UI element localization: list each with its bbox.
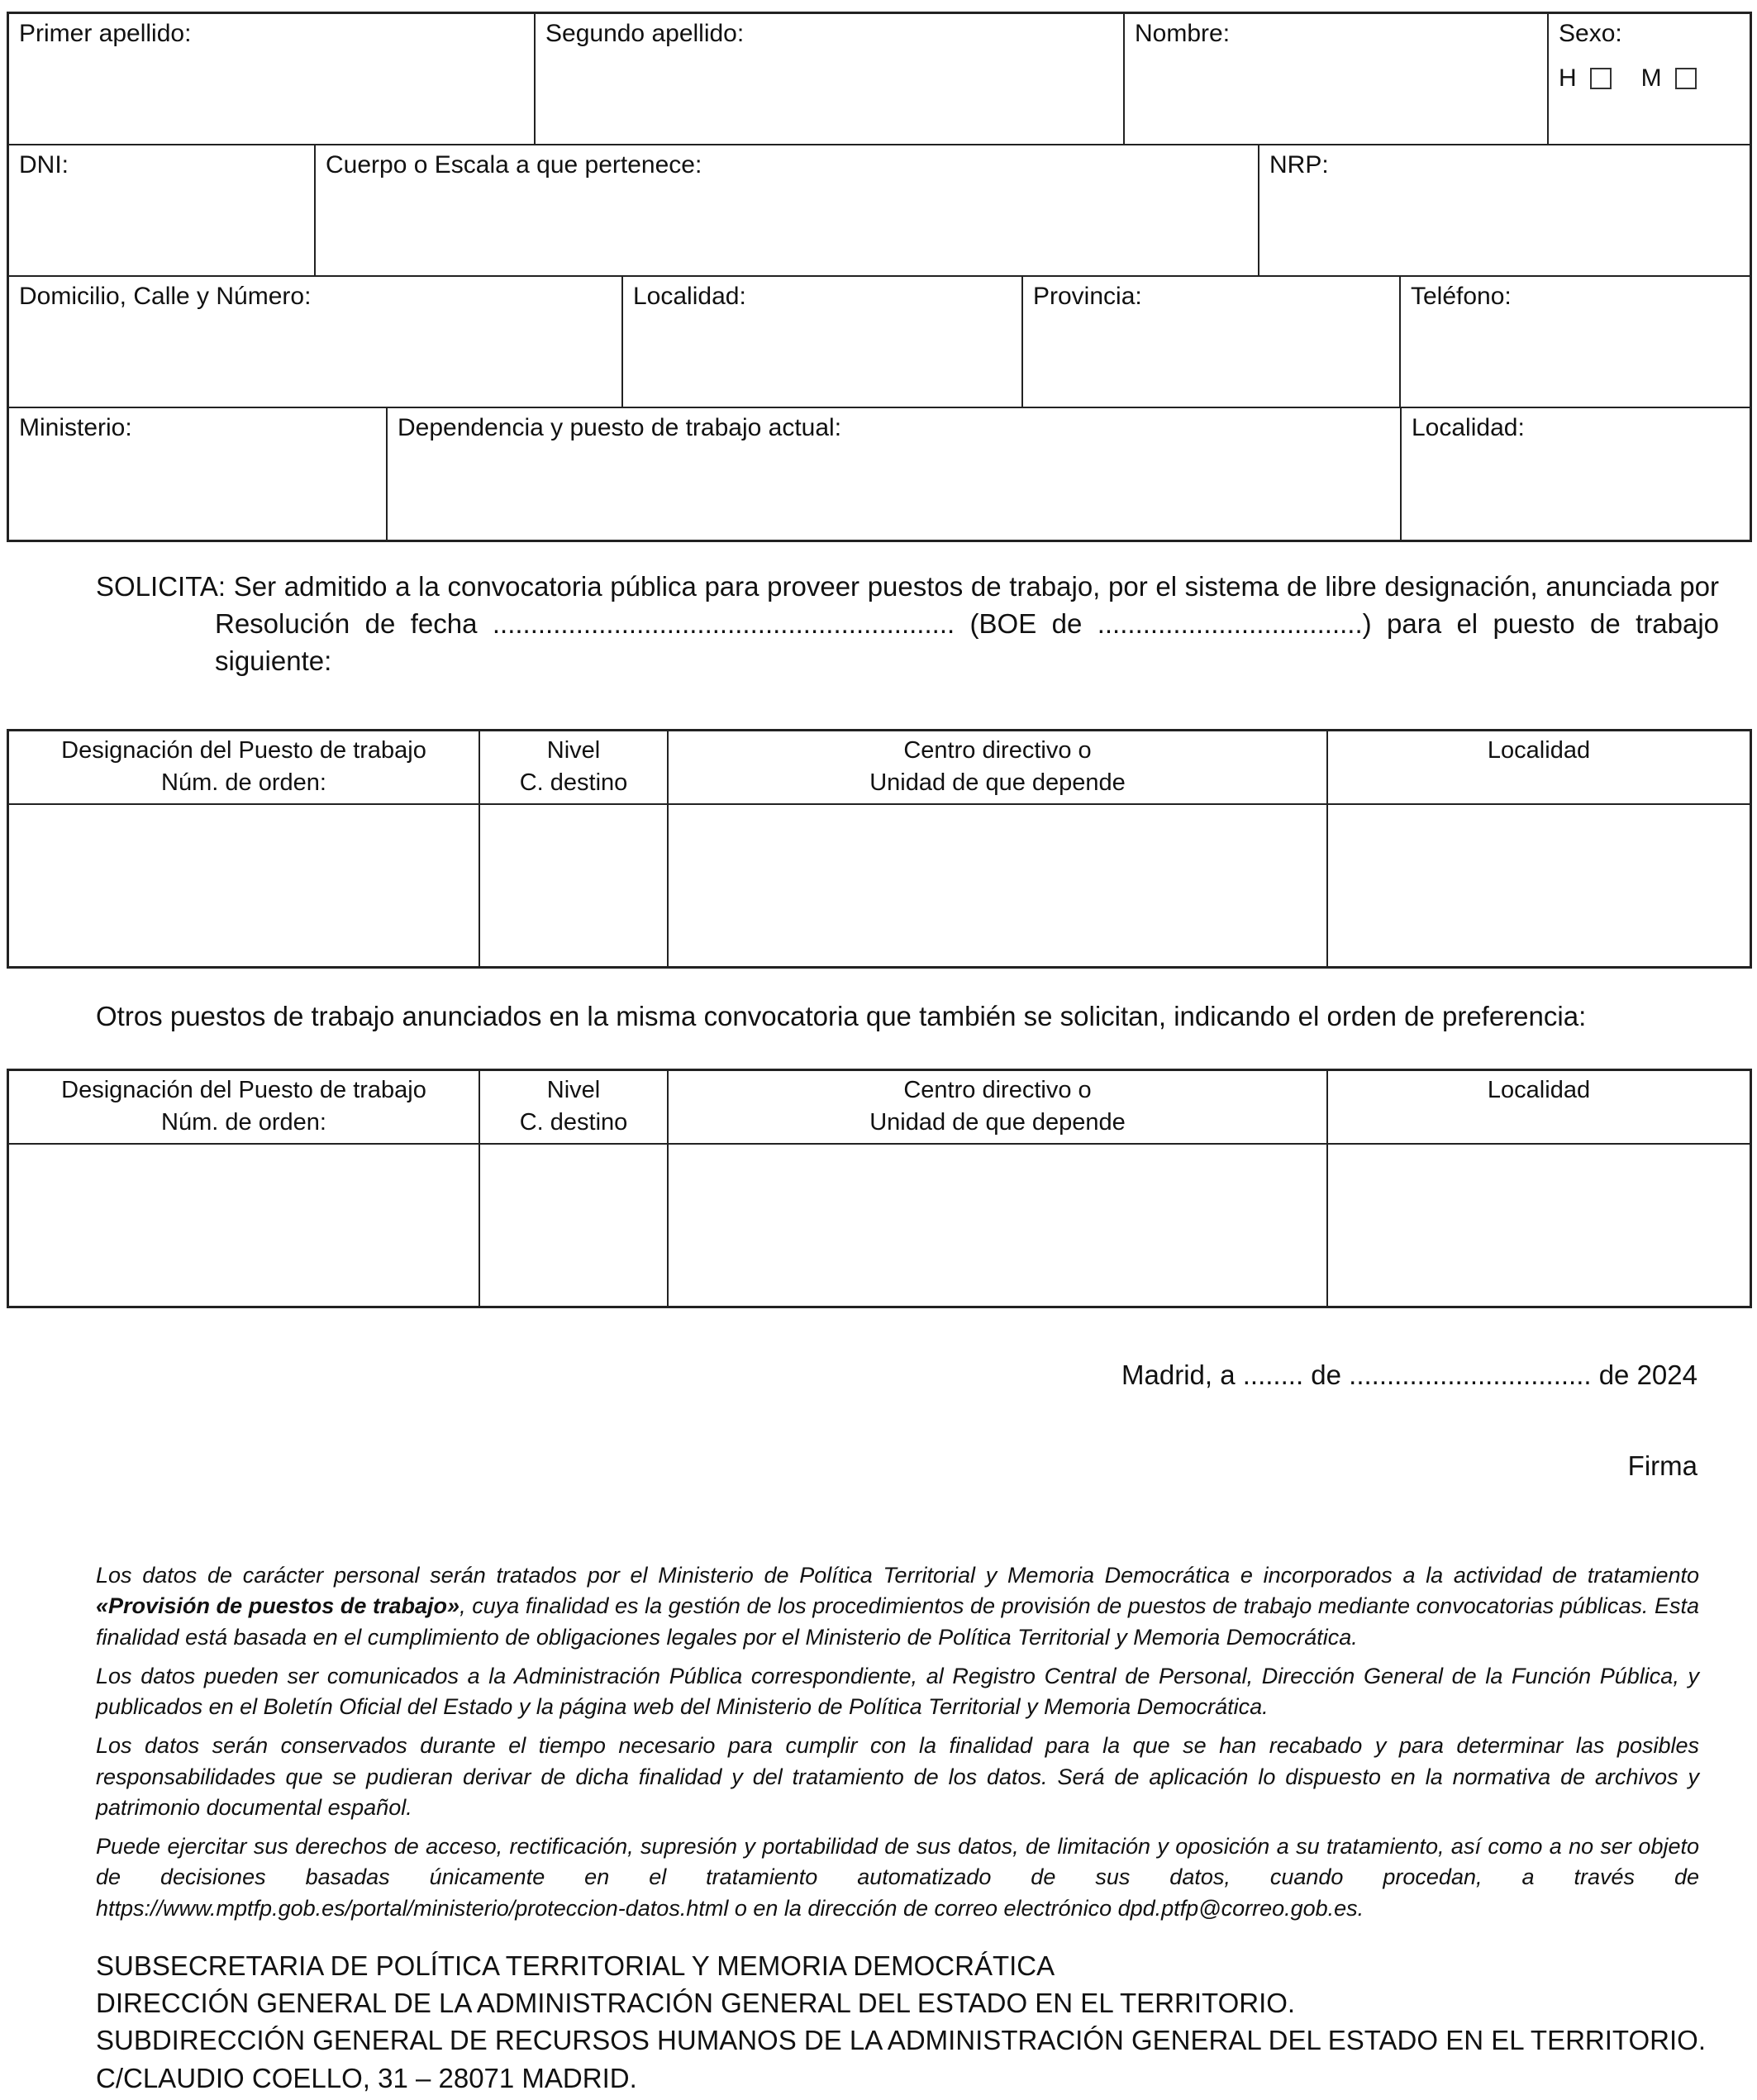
provincia-cell <box>1023 277 1401 407</box>
header-centro-line1: Centro directivo o <box>903 737 1092 764</box>
nrp-input[interactable] <box>1269 188 1743 217</box>
header-localidad <box>1328 731 1750 803</box>
header-designacion-line2: Núm. de orden: <box>161 1109 326 1136</box>
primer-apellido-input[interactable] <box>19 57 527 85</box>
header-nivel <box>480 731 669 803</box>
sexo-label: Sexo: <box>1559 20 1622 47</box>
dependencia-input[interactable] <box>398 451 1393 479</box>
legal-paragraph-4: Puede ejercitar sus derechos de acceso, rectificación, supresión y portabilidad de sus datos, de limitación y oposición a su tratamiento, así como a no ser objeto de decisiones basadas únicamente en el tratamiento automatizado de sus datos, cuando procedan, a través de https://www.mptfp.gob.es/portal/ministerio/proteccion-datos.html o en la dirección de correo electrónico dpd.ptfp@correo.gob.es. <box>96 1834 1699 1921</box>
nrp-cell <box>1259 145 1750 275</box>
nivel-field[interactable] <box>480 1145 669 1306</box>
localidad-field[interactable] <box>1328 805 1750 966</box>
cuerpo-input[interactable] <box>326 188 1251 217</box>
form-row-names <box>9 14 1750 145</box>
header-localidad-line1: Localidad <box>1487 1077 1591 1103</box>
nombre-input[interactable] <box>1135 57 1540 85</box>
personal-data-form <box>7 12 1752 542</box>
legal-p1-end: , cuya finalidad es la gestión de los procedimientos de provisión de puestos de trabajo mediante convocatorias públicas. Esta finalidad está basada en el cumplimiento de obligaciones legales por el Ministerio de Política Territorial y Memoria Democrática. <box>96 1593 1699 1650</box>
ministerio-label: Ministerio: <box>19 414 132 441</box>
header-designacion-line1: Designación del Puesto de trabajo <box>61 1077 426 1103</box>
dependencia-cell <box>388 408 1402 540</box>
nombre-cell <box>1125 14 1549 144</box>
address-line-3: SUBDIRECCIÓN GENERAL DE RECURSOS HUMANOS DE LA ADMINISTRACIÓN GENERAL DEL ESTADO EN EL TERRITORIO. <box>96 2025 1706 2056</box>
puesto-table-header <box>9 731 1750 805</box>
segundo-apellido-cell <box>536 14 1125 144</box>
domicilio-label: Domicilio, Calle y Número: <box>19 283 312 310</box>
primer-apellido-label: Primer apellido: <box>19 20 192 47</box>
form-row-work <box>9 408 1750 540</box>
puesto-table-row <box>9 805 1750 966</box>
header-nivel-line1: Nivel <box>546 1077 601 1103</box>
header-centro-line2: Unidad de que depende <box>869 1109 1126 1136</box>
telefono-input[interactable] <box>1411 320 1743 348</box>
designacion-field[interactable] <box>9 1145 480 1306</box>
telefono-cell <box>1401 277 1750 407</box>
form-row-address <box>9 277 1750 408</box>
dependencia-label: Dependencia y puesto de trabajo actual: <box>398 414 842 441</box>
puesto-table-others <box>7 1069 1752 1308</box>
address-line-2: DIRECCIÓN GENERAL DE LA ADMINISTRACIÓN GENERAL DEL ESTADO EN EL TERRITORIO. <box>96 1988 1296 2019</box>
firma-label: Firma <box>1627 1450 1697 1481</box>
header-nivel <box>480 1071 669 1143</box>
address-line-1: SUBSECRETARIA DE POLÍTICA TERRITORIAL Y MEMORIA DEMOCRÁTICA <box>96 1950 1055 1981</box>
centro-field[interactable] <box>669 1145 1328 1306</box>
header-nivel-line1: Nivel <box>546 737 601 764</box>
dni-cell <box>9 145 316 275</box>
header-centro <box>669 731 1328 803</box>
localidad-label: Localidad: <box>633 283 746 310</box>
provincia-label: Provincia: <box>1033 283 1142 310</box>
header-centro-line2: Unidad de que depende <box>869 769 1126 797</box>
header-designacion <box>9 731 480 803</box>
otros-puestos-text: Otros puestos de trabajo anunciados en la misma convocatoria que también se solicitan, indicando el orden de preferencia: <box>96 1001 1587 1031</box>
localidad-trabajo-input[interactable] <box>1412 451 1743 479</box>
provincia-input[interactable] <box>1033 320 1393 348</box>
segundo-apellido-label: Segundo apellido: <box>545 20 745 47</box>
header-localidad <box>1328 1071 1750 1143</box>
header-nivel-line2: C. destino <box>519 769 628 797</box>
designacion-field[interactable] <box>9 805 480 966</box>
legal-p1-bold: «Provisión de puestos de trabajo» <box>96 1593 460 1619</box>
form-row-id <box>9 145 1750 277</box>
centro-field[interactable] <box>669 805 1328 966</box>
ministerio-input[interactable] <box>19 451 379 479</box>
data-protection-notice <box>96 1560 1699 1932</box>
header-designacion-line2: Núm. de orden: <box>161 769 326 797</box>
sexo-h-option[interactable] <box>1559 64 1612 93</box>
legal-paragraph-2: Los datos pueden ser comunicados a la Administración Pública correspondiente, al Registro Central de Personal, Dirección General de la Función Pública, y publicados en el Boletín Oficial del Estado y la página web del Ministerio de Política Territorial y Memoria Democrática. <box>96 1663 1699 1719</box>
cuerpo-cell <box>316 145 1259 275</box>
sexo-cell <box>1549 14 1750 144</box>
nrp-label: NRP: <box>1269 151 1329 179</box>
address-line-4: C/CLAUDIO COELLO, 31 – 28071 MADRID. <box>96 2062 637 2093</box>
recipient-address <box>96 1947 1706 2097</box>
domicilio-input[interactable] <box>19 320 615 348</box>
telefono-label: Teléfono: <box>1411 283 1512 310</box>
puesto-table-header <box>9 1071 1750 1145</box>
fecha-line: Madrid, a ........ de ................................ de 2024 <box>1121 1360 1697 1390</box>
localidad-trabajo-label: Localidad: <box>1412 414 1525 441</box>
puesto-table-primary <box>7 729 1752 969</box>
sexo-m-label: M <box>1640 64 1662 92</box>
localidad-input[interactable] <box>633 320 1015 348</box>
solicita-paragraph <box>96 569 1719 680</box>
legal-p1-start: Los datos de carácter personal serán tratados por el Ministerio de Política Territorial y Memoria Democrática e incorporados a la actividad de tratamiento <box>96 1563 1699 1588</box>
header-designacion <box>9 1071 480 1143</box>
sexo-h-checkbox[interactable] <box>1590 68 1612 89</box>
header-localidad-line1: Localidad <box>1487 737 1591 764</box>
header-centro-line1: Centro directivo o <box>903 1077 1092 1103</box>
localidad-field[interactable] <box>1328 1145 1750 1306</box>
cuerpo-label: Cuerpo o Escala a que pertenece: <box>326 151 702 179</box>
sexo-h-label: H <box>1559 64 1577 92</box>
solicita-prefix: SOLICITA: <box>96 571 226 602</box>
legal-paragraph-1 <box>96 1560 1699 1653</box>
nombre-label: Nombre: <box>1135 20 1231 47</box>
segundo-apellido-input[interactable] <box>545 57 1117 85</box>
domicilio-cell <box>9 277 623 407</box>
puesto-table-row <box>9 1145 1750 1306</box>
primer-apellido-cell <box>9 14 536 144</box>
dni-label: DNI: <box>19 151 69 179</box>
sexo-m-option[interactable] <box>1641 64 1697 93</box>
localidad-trabajo-cell <box>1402 408 1750 540</box>
header-designacion-line1: Designación del Puesto de trabajo <box>61 737 426 764</box>
ministerio-cell <box>9 408 388 540</box>
header-nivel-line2: C. destino <box>519 1109 628 1136</box>
legal-paragraph-3: Los datos serán conservados durante el tiempo necesario para cumplir con la finalidad para la que se han recabado y para determinar las posibles responsabilidades que se pudieran derivar de dicha finalidad y del tratamiento de los datos. Será de aplicación lo dispuesto en la normativa de archivos y patrimonio documental español. <box>96 1733 1699 1820</box>
solicita-text: Ser admitido a la convocatoria pública para proveer puestos de trabajo, por el sistema de libre designación, anunciada por Resolución de fecha ............................................................. (BOE de ...................................) para el puesto de trabajo siguiente: <box>215 571 1719 676</box>
localidad-cell <box>623 277 1023 407</box>
dni-input[interactable] <box>19 188 307 217</box>
header-centro <box>669 1071 1328 1143</box>
sexo-m-checkbox[interactable] <box>1675 68 1697 89</box>
nivel-field[interactable] <box>480 805 669 966</box>
